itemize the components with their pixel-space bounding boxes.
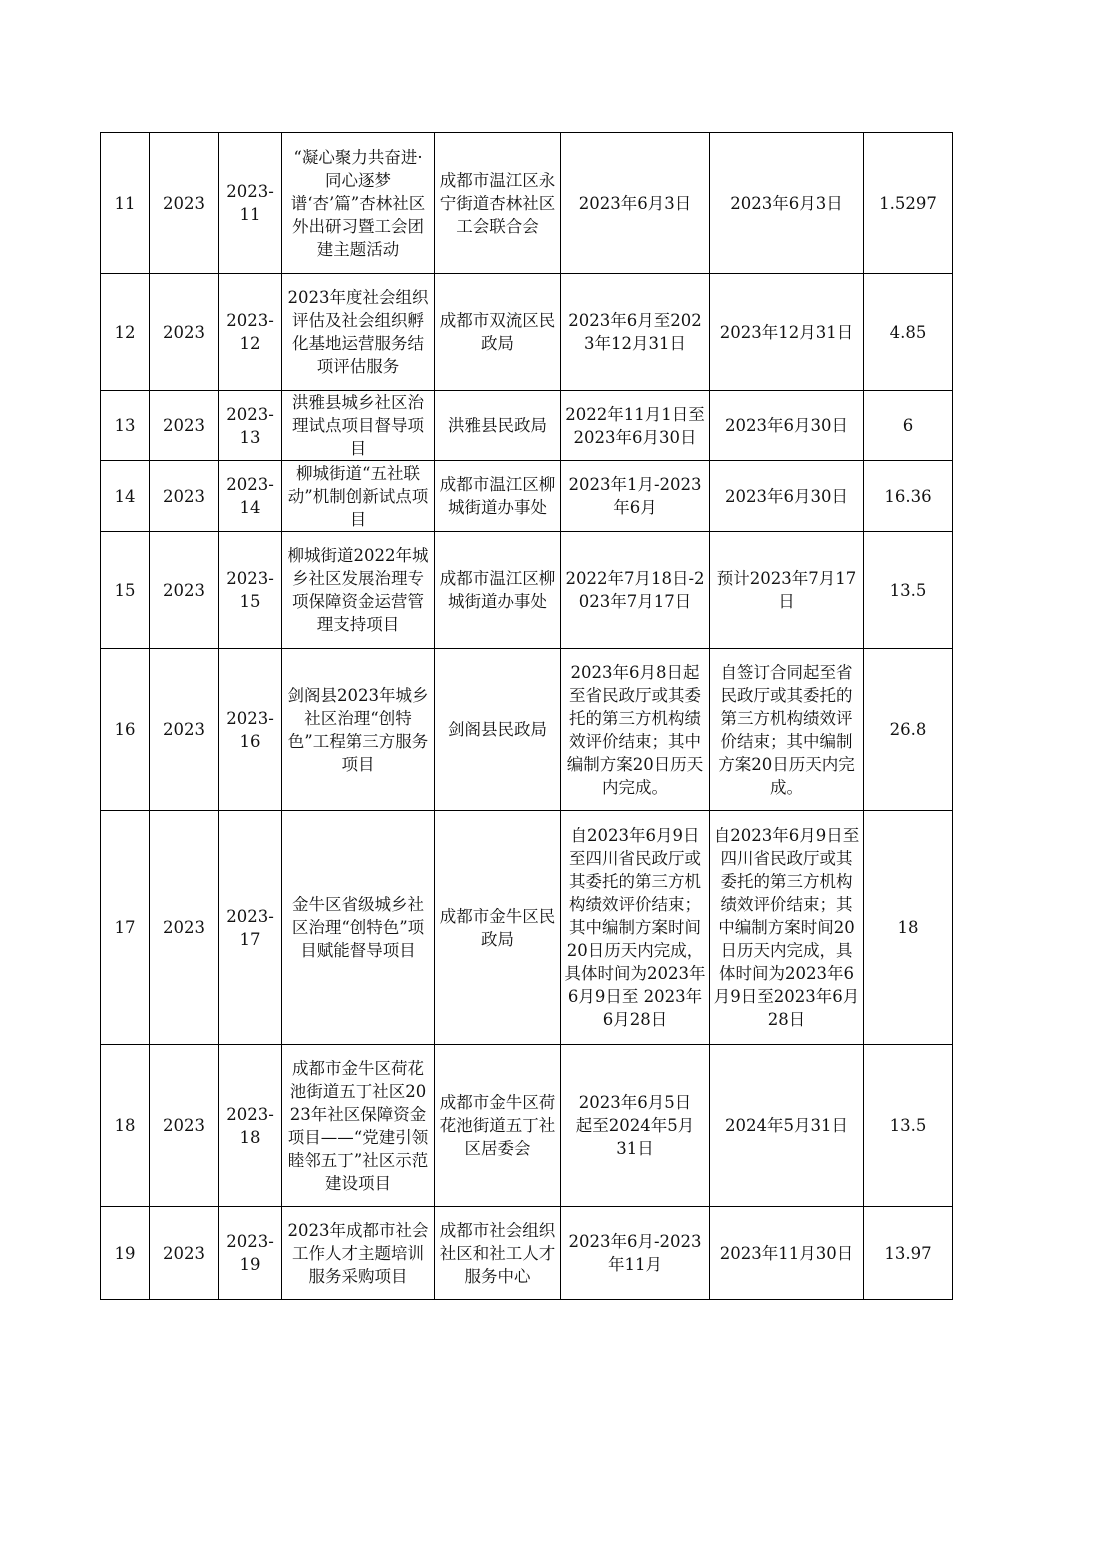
cell-completion (710, 133, 864, 274)
cell-amount: 13.97 (864, 1207, 953, 1300)
cell-client (435, 1207, 561, 1300)
cell-project-text: 成都市金牛区荷花池街道五丁社区2023年社区保障资金项目——“党建引领 睦邻五丁”社区示范建设项目 (287, 1058, 429, 1193)
cell-code-text: 2023-15 (226, 569, 274, 611)
cell-code (219, 391, 282, 461)
cell-amount: 26.8 (864, 649, 953, 811)
cell-client (435, 811, 561, 1045)
cell-project (282, 391, 435, 461)
cell-amount: 4.85 (864, 274, 953, 391)
cell-client (435, 532, 561, 649)
cell-client-text: 成都市温江区柳城街道办事处 (439, 569, 556, 611)
cell-client-text: 成都市金牛区荷花池街道五丁社区居委会 (439, 1093, 556, 1158)
cell-period-text: 2023年6月8日起至省民政厅或其委托的第三方机构绩效评价结束；其中编制方案20日历天内完成。 (566, 662, 704, 797)
cell-project (282, 461, 435, 532)
cell-completion-text: 2023年6月30日 (725, 486, 848, 506)
cell-code (219, 1045, 282, 1207)
table-row (101, 1045, 953, 1207)
cell-period (561, 1045, 710, 1207)
cell-completion-text: 自2023年6月9日至四川省民政厅或其委托的第三方机构绩效评价结束；其中编制方案时间20日历天内完成，具体时间为2023年6月9日至2023年6月28日 (713, 826, 860, 1029)
cell-period-text: 自2023年6月9日至四川省民政厅或其委托的第三方机构绩效评价结束；其中编制方案时间20日历天内完成，具体时间为2023年6月9日至 2023年6月28日 (564, 826, 706, 1029)
cell-client-text: 成都市温江区永宁街道杏林社区工会联合会 (439, 170, 556, 236)
table-row (101, 133, 953, 274)
cell-client (435, 1045, 561, 1207)
table-row (101, 1207, 953, 1300)
cell-client-text: 成都市社会组织社区和社工人才服务中心 (439, 1220, 556, 1286)
cell-no: 14 (101, 461, 150, 532)
cell-project-text: 2023年度社会组织评估及社会组织孵化基地运营服务结项评估服务 (287, 288, 429, 376)
cell-completion-text: 2023年6月30日 (725, 416, 848, 435)
cell-project (282, 1207, 435, 1300)
cell-project-text: 柳城街道“五社联动”机制创新试点项目 (287, 463, 429, 529)
cell-year: 2023 (150, 274, 219, 391)
cell-period (561, 1207, 710, 1300)
cell-completion-text: 2023年12月31日 (719, 322, 854, 342)
cell-no: 12 (101, 274, 150, 391)
cell-no: 13 (101, 391, 150, 461)
cell-completion (710, 649, 864, 811)
cell-completion-text: 2023年6月3日 (730, 193, 843, 213)
cell-project (282, 532, 435, 649)
cell-client-text: 成都市双流区民政局 (439, 311, 556, 353)
cell-code (219, 811, 282, 1045)
cell-code (219, 649, 282, 811)
cell-no: 15 (101, 532, 150, 649)
cell-amount: 13.5 (864, 1045, 953, 1207)
cell-year: 2023 (150, 133, 219, 274)
cell-period-text: 2023年6月5日起至2024年5月31日 (575, 1093, 695, 1158)
cell-period (561, 649, 710, 811)
cell-completion (710, 811, 864, 1045)
cell-period-text: 2023年6月3日 (578, 193, 692, 213)
cell-project-text: 金牛区省级城乡社区治理“创特色”项目赋能督导项目 (291, 895, 425, 960)
cell-project (282, 649, 435, 811)
cell-client-text: 洪雅县民政局 (448, 416, 547, 435)
cell-code (219, 532, 282, 649)
cell-completion (710, 1207, 864, 1300)
cell-period (561, 811, 710, 1045)
cell-completion (710, 461, 864, 532)
cell-project (282, 133, 435, 274)
cell-year: 2023 (150, 391, 219, 461)
table-row (101, 811, 953, 1045)
cell-period-text: 2023年6月-2023年11月 (568, 1232, 702, 1274)
table-row (101, 649, 953, 811)
cell-project-text: 2023年成都市社会工作人才主题培训服务采购项目 (287, 1220, 429, 1286)
cell-amount: 18 (864, 811, 953, 1045)
cell-period (561, 532, 710, 649)
cell-year: 2023 (150, 532, 219, 649)
cell-code-text: 2023-12 (226, 311, 274, 353)
cell-amount: 16.36 (864, 461, 953, 532)
cell-no: 19 (101, 1207, 150, 1300)
project-records-table (100, 132, 953, 1300)
cell-code-text: 2023-16 (226, 708, 274, 751)
table-row (101, 274, 953, 391)
cell-project-text: 柳城街道2022年城乡社区发展治理专项保障资金运营管理支持项目 (287, 546, 429, 634)
cell-completion (710, 1045, 864, 1207)
cell-period-text: 2022年11月1日至2023年6月30日 (565, 404, 705, 447)
cell-client (435, 391, 561, 461)
cell-project-text: 洪雅县城乡社区治理试点项目督导项目 (292, 393, 424, 458)
cell-client (435, 649, 561, 811)
cell-code (219, 133, 282, 274)
cell-no: 18 (101, 1045, 150, 1207)
cell-no: 17 (101, 811, 150, 1045)
cell-code (219, 1207, 282, 1300)
cell-project-text: “凝心聚力共奋进·同心逐梦谱‘杏’篇”杏林社区外出研习暨工会团建主题活动 (290, 147, 426, 259)
cell-amount: 6 (864, 391, 953, 461)
cell-amount: 1.5297 (864, 133, 953, 274)
cell-client (435, 274, 561, 391)
cell-period (561, 133, 710, 274)
table-row (101, 461, 953, 532)
cell-client-text: 成都市温江区柳城街道办事处 (439, 475, 556, 517)
cell-project-text: 剑阁县2023年城乡社区治理“创特色”工程第三方服务项目 (287, 685, 429, 774)
cell-client-text: 成都市金牛区民政局 (439, 906, 556, 949)
cell-project (282, 811, 435, 1045)
cell-completion-text: 预计2023年7月17日 (716, 569, 857, 611)
cell-completion (710, 532, 864, 649)
cell-client (435, 461, 561, 532)
cell-project (282, 1045, 435, 1207)
cell-completion (710, 274, 864, 391)
cell-period-text: 2023年1月-2023年6月 (568, 475, 702, 517)
table-body (101, 133, 953, 1300)
cell-completion (710, 391, 864, 461)
cell-code-text: 2023-11 (226, 182, 274, 224)
cell-code (219, 274, 282, 391)
cell-period-text: 2022年7月18日-2023年7月17日 (565, 569, 705, 611)
cell-code-text: 2023-17 (226, 906, 274, 949)
table-row (101, 532, 953, 649)
cell-year: 2023 (150, 1207, 219, 1300)
cell-completion-text: 2023年11月30日 (719, 1243, 854, 1263)
cell-period (561, 461, 710, 532)
cell-client-text: 剑阁县民政局 (448, 720, 547, 739)
cell-amount: 13.5 (864, 532, 953, 649)
cell-project (282, 274, 435, 391)
cell-code-text: 2023-13 (226, 404, 274, 447)
cell-code-text: 2023-14 (226, 475, 274, 517)
cell-period (561, 274, 710, 391)
cell-period-text: 2023年6月至2023年12月31日 (568, 311, 702, 353)
cell-no: 11 (101, 133, 150, 274)
cell-no: 16 (101, 649, 150, 811)
cell-year: 2023 (150, 811, 219, 1045)
cell-completion-text: 2024年5月31日 (725, 1116, 848, 1135)
cell-year: 2023 (150, 1045, 219, 1207)
cell-completion-text: 自签订合同起至省民政厅或其委托的第三方机构绩效评价结束；其中编制方案20日历天内完成。 (718, 662, 855, 797)
cell-period (561, 391, 710, 461)
table-row (101, 391, 953, 461)
cell-client (435, 133, 561, 274)
cell-year: 2023 (150, 649, 219, 811)
cell-year: 2023 (150, 461, 219, 532)
cell-code-text: 2023-19 (226, 1232, 274, 1274)
cell-code (219, 461, 282, 532)
cell-code-text: 2023-18 (226, 1104, 274, 1147)
